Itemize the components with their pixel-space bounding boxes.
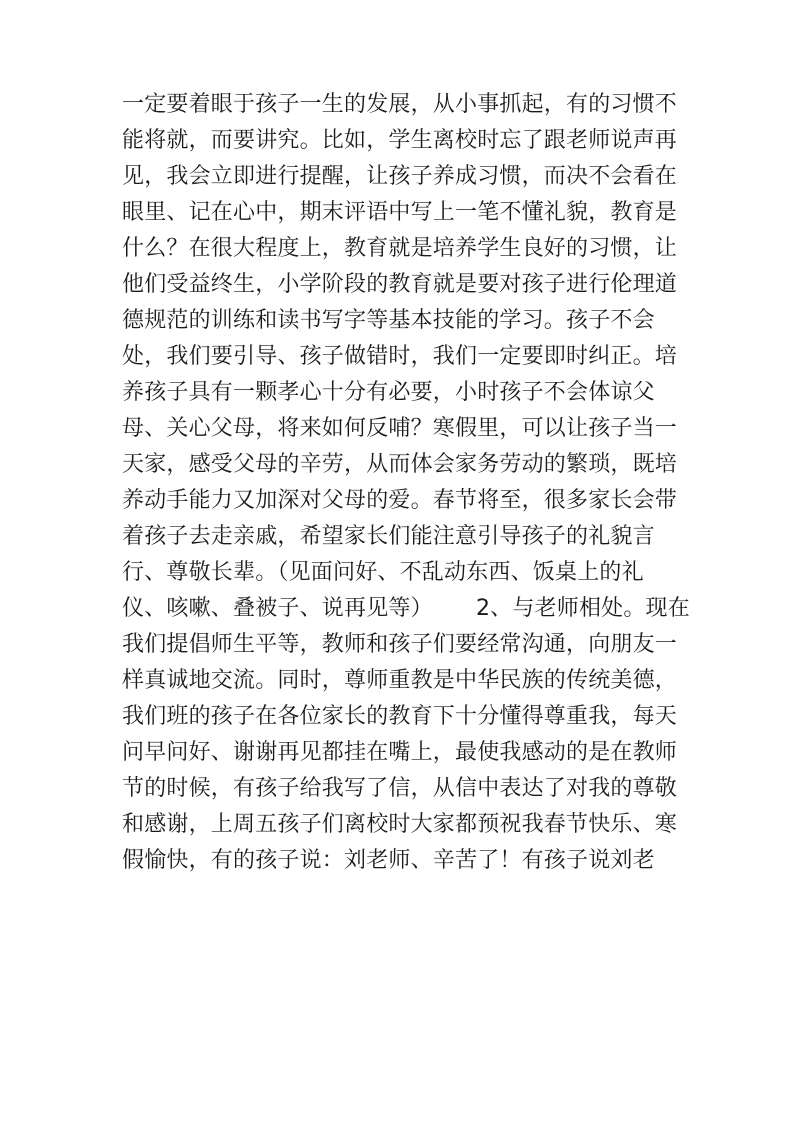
body-text <box>122 87 690 879</box>
text-line: 仪、咳嗽、叠被子、说再见等） 2、与老师相处。现在 <box>122 596 690 621</box>
text-line: 德规范的训练和读书写字等基本技能的学习。孩子不会 <box>122 308 655 333</box>
text-line: 我们班的孩子在各位家长的教育下十分懂得尊重我，每天 <box>122 704 678 729</box>
text-line: 眼里、记在心中，期末评语中写上一笔不懂礼貌，教育是 <box>122 200 678 225</box>
text-line: 他们受益终生，小学阶段的教育就是要对孩子进行伦理道 <box>122 272 678 297</box>
text-line: 见，我会立即进行提醒，让孩子养成习惯，而决不会看在 <box>122 164 678 189</box>
text-line: 我们提倡师生平等，教师和孩子们要经常沟通，向朋友一 <box>122 632 678 657</box>
text-line: 什么？在很大程度上，教育就是培养学生良好的习惯，让 <box>122 236 678 261</box>
text-line: 假愉快，有的孩子说：刘老师、辛苦了！有孩子说刘老 <box>122 848 655 873</box>
text-line: 一定要着眼于孩子一生的发展，从小事抓起，有的习惯不 <box>122 92 678 117</box>
text-line: 节的时候，有孩子给我写了信，从信中表达了对我的尊敬 <box>122 776 678 801</box>
text-line: 养动手能力又加深对父母的爱。春节将至，很多家长会带 <box>122 488 678 513</box>
text-line: 样真诚地交流。同时，尊师重教是中华民族的传统美德， <box>122 668 678 693</box>
text-line: 养孩子具有一颗孝心十分有必要，小时孩子不会体谅父 <box>122 380 655 405</box>
text-line: 处，我们要引导、孩子做错时，我们一定要即时纠正。培 <box>122 344 678 369</box>
text-line: 着孩子去走亲戚，希望家长们能注意引导孩子的礼貌言 <box>122 524 655 549</box>
text-line: 能将就，而要讲究。比如，学生离校时忘了跟老师说声再 <box>122 128 678 153</box>
text-line: 问早问好、谢谢再见都挂在嘴上，最使我感动的是在教师 <box>122 740 678 765</box>
text-line: 和感谢，上周五孩子们离校时大家都预祝我春节快乐、寒 <box>122 812 678 837</box>
text-line: 天家，感受父母的辛劳，从而体会家务劳动的繁琐，既培 <box>122 452 678 477</box>
text-line: 行、尊敬长辈。（见面问好、不乱动东西、饭桌上的礼 <box>122 560 644 585</box>
text-line: 母、关心父母，将来如何反哺？寒假里，可以让孩子当一 <box>122 416 678 441</box>
